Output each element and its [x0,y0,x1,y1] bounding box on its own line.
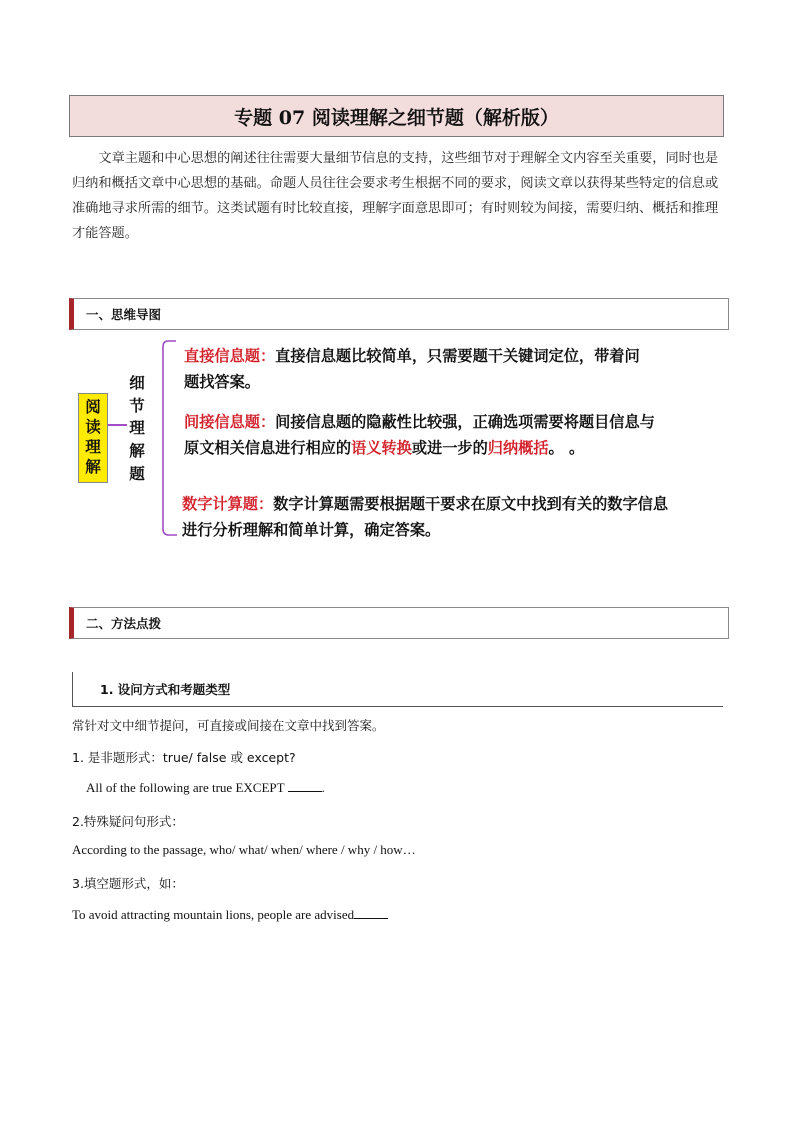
section-heading-method [69,607,729,639]
intro-paragraph: 文章主题和中心思想的阐述往往需要大量细节信息的支持，这些细节对于理解全文内容至关重要，同时也是归纳和概括文章中心思想的基础。命题人员往往会要求考生根据不同的要求，阅读文章以获得某些特定的信息或准确地寻求所需的细节。这类试题有时比较直接，理解字面意思即可；有时则较为间接，需要归纳、概括和推理才能答题。 [72,151,719,241]
leaf-label-direct: 直接信息题： [184,347,276,365]
mindmap-root-char: 阅 [85,398,101,417]
mindmap-branch-char: 题 [129,464,145,483]
method-intro-line: 常针对文中细节提问，可直接或间接在文章中找到答案。 [72,718,385,733]
leaf-text-indirect-c: 。 。 [548,439,585,457]
mindmap-branch-node [126,376,148,482]
method-item-2-example [72,842,416,858]
mindmap-root-char: 理 [85,438,101,457]
leaf-text-direct: 直接信息题比较简单，只需要题干关键词定位，带着问题找答案。 [184,347,640,391]
mindmap-root-char: 读 [85,418,101,437]
section-heading-label: 一、思维导图 [86,307,162,322]
highlight-semantic-conversion: 语义转换 [351,439,412,457]
answer-blank [354,906,388,919]
mindmap-branch-char: 节 [129,396,145,415]
section-heading-mindmap [69,298,729,330]
mindmap-branch-char: 解 [129,441,145,460]
mindmap-branch-char: 细 [129,374,145,392]
item-2-example-text: According to the passage, who/ what/ when/ where / why / how… [72,842,416,857]
leaf-label-indirect: 间接信息题： [184,413,276,431]
leaf-text-numeric: 数字计算题需要根据题干要求在原文中找到有关的数字信息进行分析理解和简单计算，确定答案。 [182,495,668,539]
method-item-3 [72,874,184,892]
method-item-1 [72,748,296,766]
leaf-text-indirect-b: 或进一步的 [411,439,488,457]
mindmap-leaf-indirect [184,409,664,461]
answer-blank [288,779,322,792]
item-1-example-text: All of the following are true EXCEPT [86,780,285,795]
method-item-2 [72,812,184,830]
method-subheading [72,672,723,707]
item-1-example-end: . [321,780,325,795]
item-3-text: 3.填空题形式，如： [72,876,184,891]
document-title-text: 专题 07 阅读理解之细节题（解析版） [234,106,559,129]
leaf-label-numeric: 数字计算题： [182,495,274,513]
mindmap-leaf-numeric [182,491,682,543]
item-1-text: 1. 是非题形式：true/ false 或 except? [72,750,296,765]
mindmap-connector-line [108,424,127,426]
mindmap-root-node [78,393,108,483]
leaf-text-indirect: 间接信息题的隐蔽性比较强，正确选项需要将题目信息与原文相关信息进行相应的 [184,413,655,457]
mindmap-root-char: 解 [85,458,101,477]
method-item-3-example [72,906,388,923]
section-heading-label: 二、方法点拨 [86,616,162,631]
method-subheading-text: 1. 设问方式和考题类型 [100,682,231,697]
mindmap-leaf-direct [184,343,644,395]
highlight-summarize: 归纳概括 [487,439,549,457]
item-2-text: 2.特殊疑问句形式： [72,814,184,829]
method-item-1-example [86,779,325,796]
item-3-example-text: To avoid attracting mountain lions, people are advised [72,907,355,922]
mindmap-branch-char: 理 [129,419,145,438]
document-title [69,95,724,137]
